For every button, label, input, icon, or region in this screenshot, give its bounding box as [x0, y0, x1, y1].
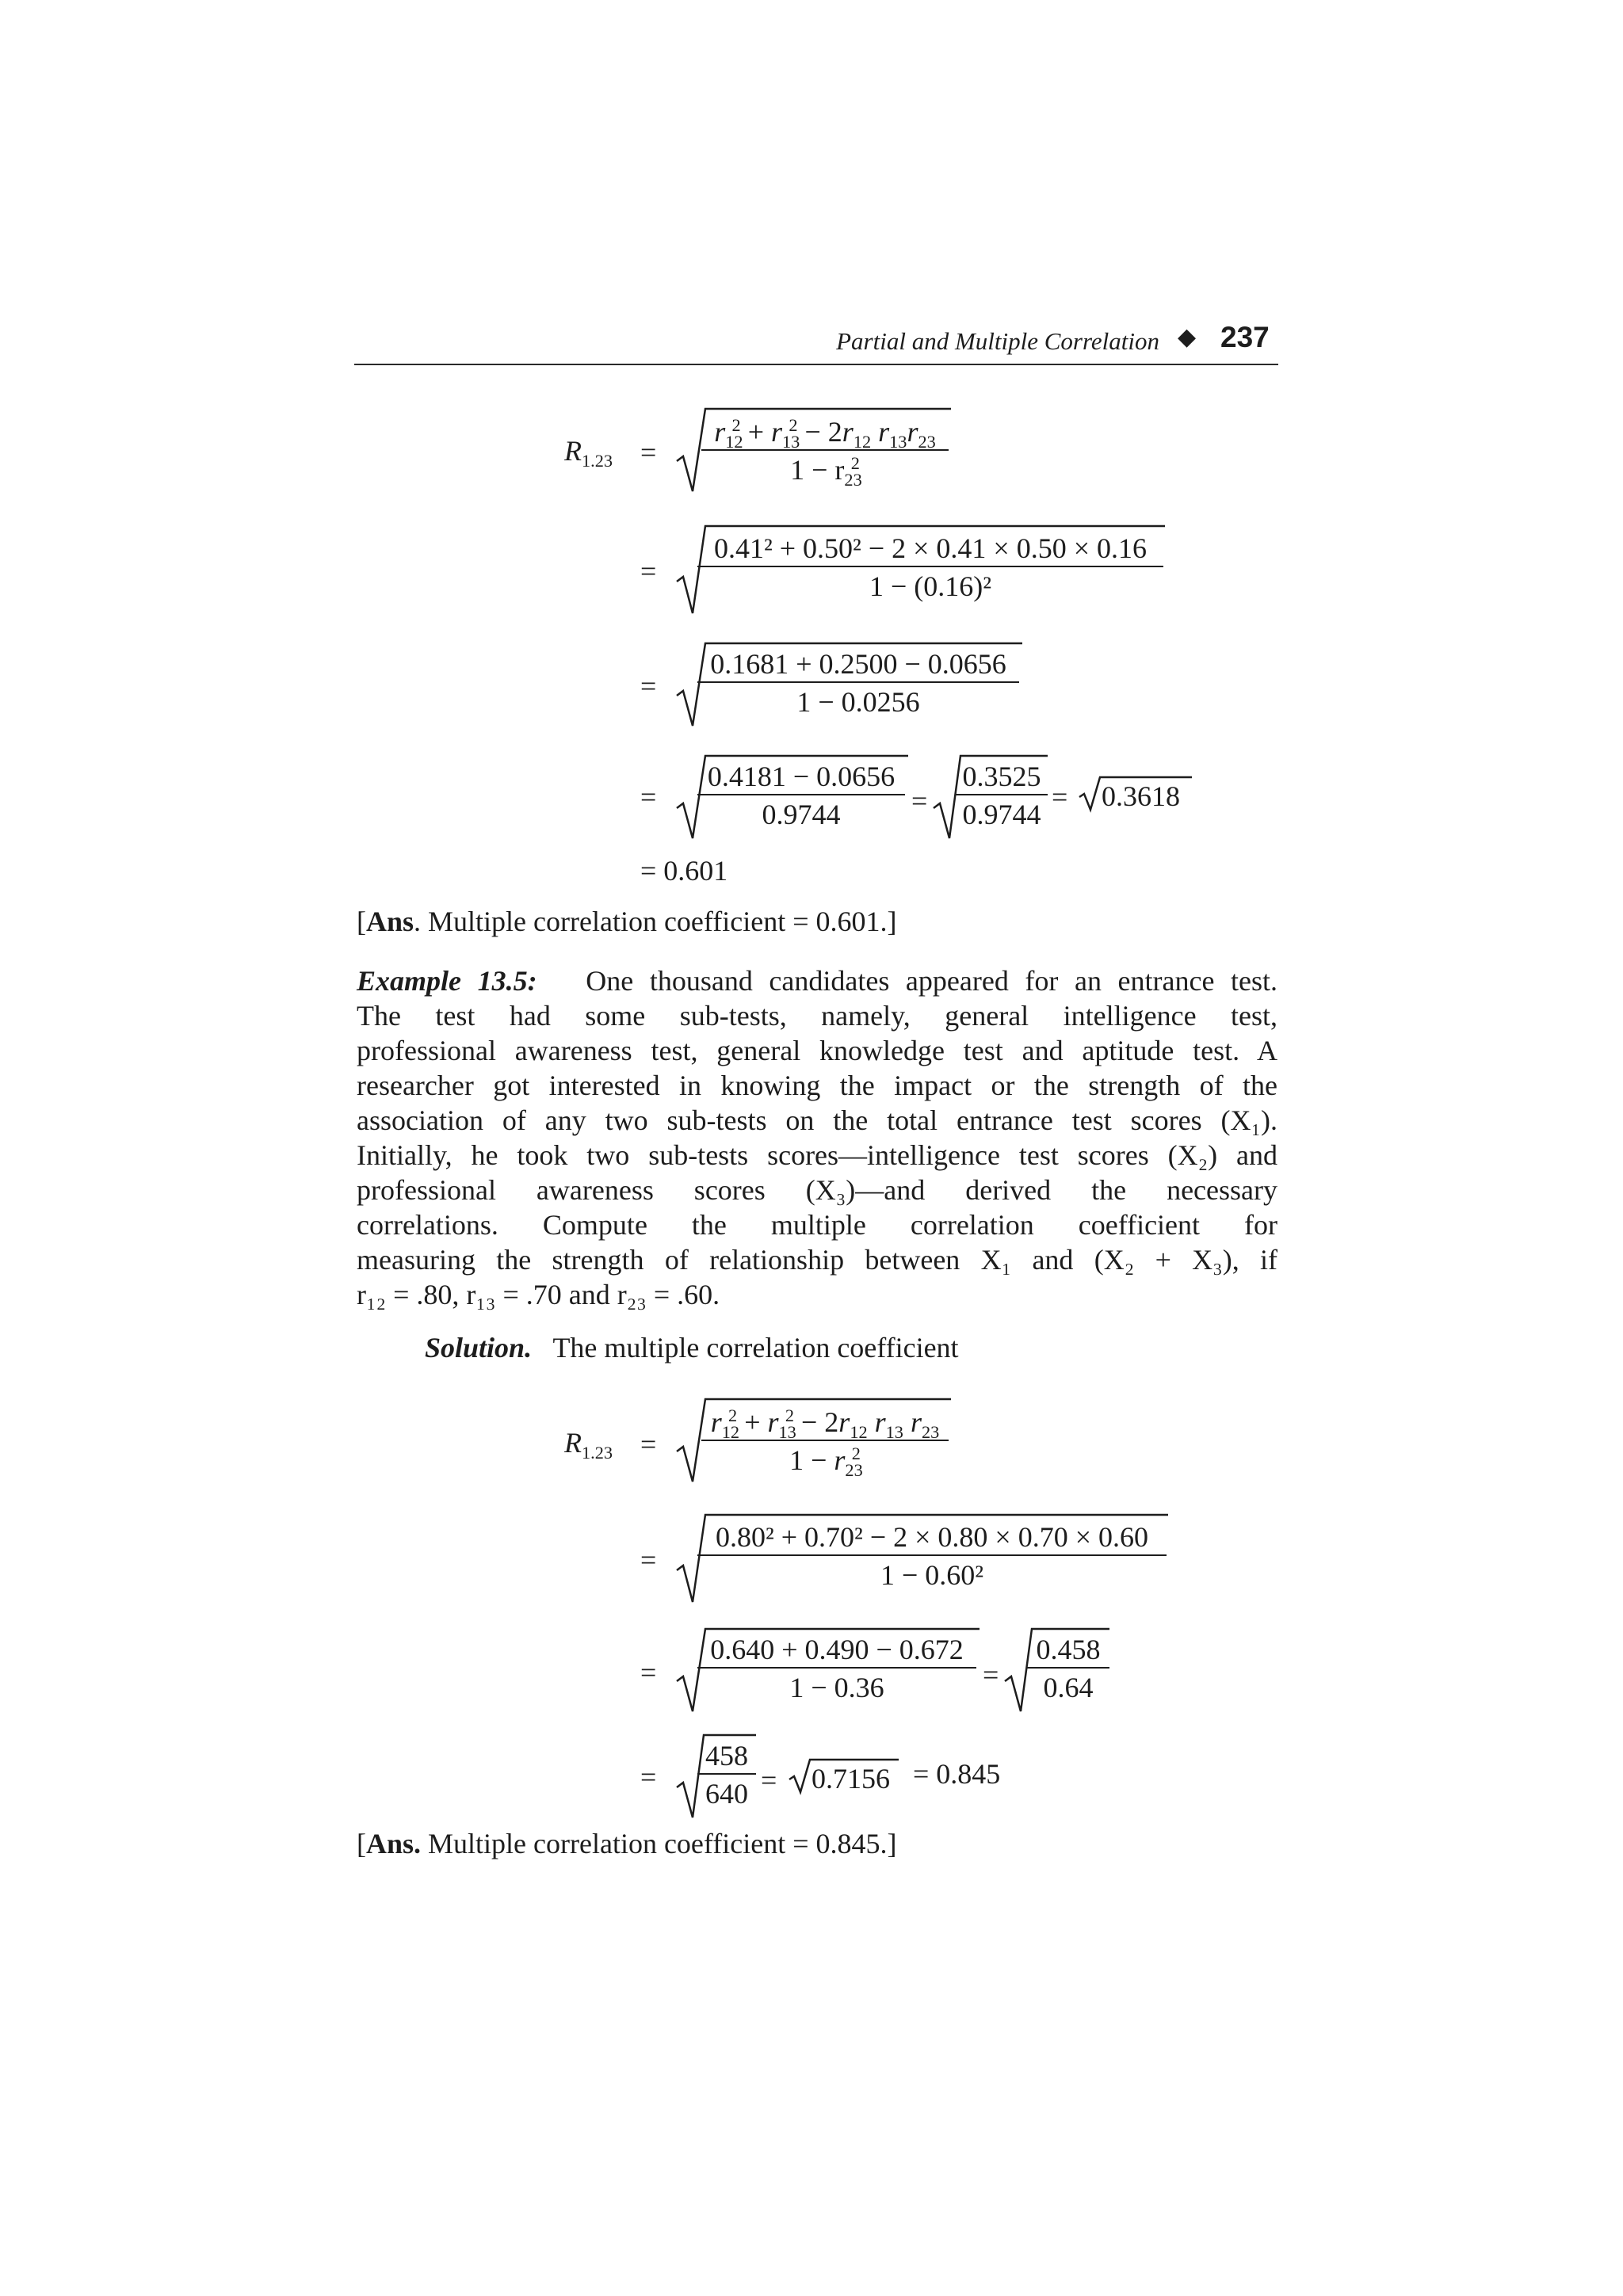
- answer-line: [Ans. Multiple correlation coefficient = 0.845.]: [357, 1828, 897, 1859]
- equals-sign: =: [640, 437, 657, 468]
- example-line: professional awareness test, general knowledge test and aptitude test. A: [357, 1035, 1277, 1066]
- running-title: Partial and Multiple Correlation: [836, 327, 1159, 355]
- equals-sign: =: [640, 670, 657, 702]
- example-line: r₁₂ = .80, r₁₃ = .70 and r₂₃ = .60.: [357, 1279, 720, 1310]
- page-number: 237: [1220, 321, 1270, 353]
- equals-sign: =: [640, 781, 657, 813]
- answer-line: [Ans. Multiple correlation coefficient = 0.601.]: [357, 906, 897, 937]
- equals-sign: =: [1052, 781, 1068, 813]
- example-line: measuring the strength of relationship between X₁ and (X₂ + X₃), if: [357, 1244, 1277, 1276]
- fraction-c: $\frac{458}{640}$: [697, 1738, 756, 1813]
- fraction-substituted: $\frac{\text{0.80² + 0.70² − 2 × 0.80 × 0.70 × 0.60}}{\text{1 − 0.60²}}$: [697, 1520, 1167, 1594]
- fraction-r-general: $\frac{r_{12}^2 + r_{13}^2 - 2r_{12} r_{13} r_{23}}{1 - r_{23}^2}$: [701, 1405, 949, 1479]
- fraction-a: $\frac{0.640 + 0.490 - 0.672}{1 - 0.36}$: [697, 1632, 976, 1707]
- fraction-r-general: $\frac{r_{12}^2 + r_{13}^2 - 2r_{12} r_{13}r_{23}}{1 - r_{23}^2}$: [701, 414, 949, 489]
- equals-sign: =: [761, 1764, 777, 1796]
- equals-sign: =: [640, 1657, 657, 1688]
- equals-sign: =: [640, 1428, 657, 1460]
- example-label: Example 13.5:: [357, 965, 537, 997]
- equals-sign: =: [640, 555, 657, 587]
- example-line: Example 13.5: One thousand candidates appeared for an entrance test.: [357, 965, 1277, 997]
- example-line: association of any two sub-tests on the total entrance test scores (X₁).: [357, 1104, 1277, 1136]
- example-line: The test had some sub-tests, namely, general intelligence test,: [357, 1000, 1277, 1032]
- equals-sign: =: [911, 785, 928, 817]
- fraction-b: $\frac{0.458}{0.64}$: [1027, 1632, 1109, 1707]
- example-line: professional awareness scores (X₃)—and derived the necessary: [357, 1174, 1277, 1206]
- fraction-substituted: $\frac{\text{0.41² + 0.50² − 2 × 0.41 × 0.50 × 0.16}}{\text{1 − (0.16)²}}$: [697, 531, 1163, 605]
- example-line: correlations. Compute the multiple correlation coefficient for: [357, 1209, 1277, 1241]
- sqrt-value: 0.3618: [1102, 780, 1180, 812]
- solution-line: Solution. The multiple correlation coefficient: [425, 1332, 959, 1363]
- equals-sign: =: [640, 1761, 657, 1793]
- result-value: = 0.601: [640, 855, 728, 887]
- diamond-icon: ◆: [1178, 323, 1197, 351]
- fraction-b: $\frac{0.3525}{0.9744}$: [956, 759, 1048, 833]
- sqrt-value: 0.7156: [812, 1763, 890, 1794]
- equals-sign: =: [640, 1544, 657, 1576]
- result-value: = 0.845: [913, 1758, 1001, 1790]
- example-paragraph: [357, 963, 1277, 1312]
- equals-sign: =: [983, 1659, 999, 1691]
- example-line: Initially, he took two sub-tests scores—intelligence test scores (X₂) and: [357, 1139, 1277, 1171]
- fraction-a: $\frac{0.4181 - 0.0656}{0.9744}$: [697, 759, 905, 833]
- example-line: researcher got interested in knowing the impact or the strength of the: [357, 1070, 1277, 1101]
- fraction-computed: $\frac{0.1681 + 0.2500 - 0.0656}{1 - 0.0256}$: [697, 646, 1019, 721]
- lhs-R: $R_{1.23}$: [564, 1427, 613, 1463]
- lhs-R: $R_{1.23}$: [564, 435, 613, 471]
- header-rule: [354, 364, 1278, 365]
